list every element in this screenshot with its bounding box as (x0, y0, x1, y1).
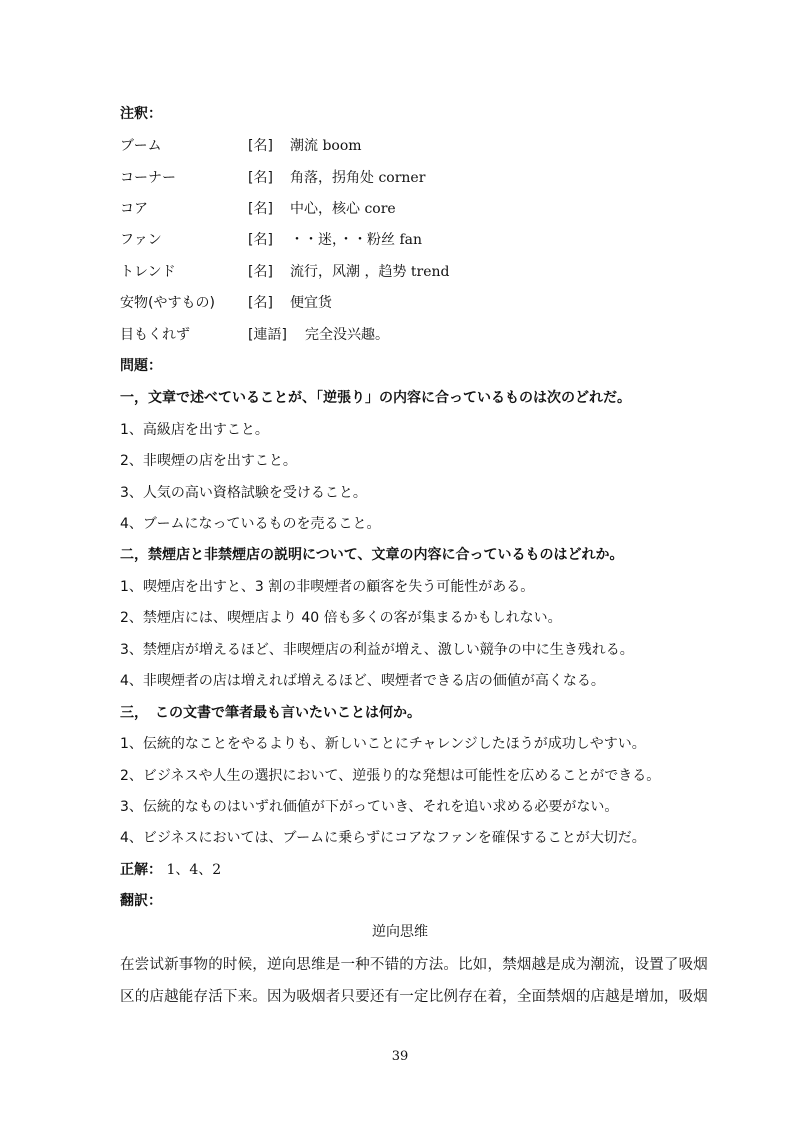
question-2-option: 3、禁煙店が増えるほど、非喫煙店の利益が増え、激しい競争の中に生き残れる。 (120, 642, 634, 658)
note-term: トレンド (120, 264, 176, 280)
note-meaning: ・・迷，・・粉丝 fan (290, 232, 422, 248)
note-term: ブーム (120, 138, 162, 154)
question-1-option: 3、人気の高い資格試験を受けること。 (120, 485, 367, 501)
note-term: 安物(やすもの) (120, 295, 215, 311)
question-1-option: 2、非喫煙の店を出すこと。 (120, 453, 297, 469)
question-3: 三， この文書で筆者最も言いたいことは何か。 (120, 705, 421, 721)
note-pos: [名] (248, 138, 273, 154)
translation-line: 在尝试新事物的时候，逆向思维是一种不错的方法。比如，禁烟越是成为潮流，设置了吸烟 (120, 957, 708, 973)
questions-heading: 問題： (120, 358, 162, 374)
note-meaning: 流行，风潮 ，趋势 trend (290, 264, 450, 280)
note-term: コーナー (120, 170, 176, 186)
question-1-option: 1、高級店を出すこと。 (120, 422, 269, 438)
note-term: 目もくれず (120, 327, 190, 343)
answer-label: 正解： (120, 862, 162, 878)
question-2-option: 1、喫煙店を出すと、3 割の非喫煙者の顧客を失う可能性がある。 (120, 579, 535, 595)
question-3-option: 1、伝統的なことをやるよりも、新しいことにチャレンジしたほうが成功しやすい。 (120, 736, 646, 752)
question-2-option: 4、非喫煙者の店は増えれば増えるほど、喫煙者できる店の価値が高くなる。 (120, 673, 605, 689)
note-term: ファン (120, 232, 162, 248)
answer-line (120, 860, 221, 880)
note-meaning: 中心，核心 core (290, 201, 396, 217)
note-pos: [名] (248, 201, 273, 217)
note-term: コア (120, 201, 148, 217)
question-2: 二，禁煙店と非禁煙店の説明について、文章の内容に合っているものはどれか。 (120, 547, 624, 563)
question-2-option: 2、禁煙店には、喫煙店より 40 倍も多くの客が集まるかもしれない。 (120, 610, 562, 626)
translation-line: 区的店越能存活下来。因为吸烟者只要还有一定比例存在着，全面禁烟的店越是增加，吸烟 (120, 989, 708, 1005)
note-pos: [名] (248, 232, 273, 248)
question-3-option: 2、ビジネスや人生の選択において、逆張り的な発想は可能性を広めることができる。 (120, 768, 661, 784)
notes-heading: 注釈： (120, 106, 162, 122)
question-3-option: 3、伝統的なものはいずれ価値が下がっていき、それを追い求める必要がない。 (120, 799, 619, 815)
translation-heading: 翻訳： (120, 893, 162, 909)
note-pos: [名] (248, 264, 273, 280)
note-pos: [名] (248, 295, 273, 311)
note-pos: [連語] (248, 327, 287, 343)
note-meaning: 便宜货 (290, 295, 332, 311)
note-pos: [名] (248, 170, 273, 186)
page-number: 39 (391, 1049, 409, 1064)
translation-title: 逆向思维 (372, 924, 428, 940)
question-1-option: 4、ブームになっているものを売ること。 (120, 516, 381, 532)
note-meaning: 角落，拐角处 corner (290, 170, 426, 186)
question-3-option: 4、ビジネスにおいては、ブームに乗らずにコアなファンを確保することが大切だ。 (120, 830, 646, 846)
question-1: 一，文章で述べていることが、「逆張り」の内容に合っているものは次のどれだ。 (120, 390, 631, 406)
note-meaning: 潮流 boom (290, 138, 362, 154)
answer-value: 1、4、2 (166, 862, 222, 878)
note-meaning: 完全没兴趣。 (305, 327, 389, 343)
